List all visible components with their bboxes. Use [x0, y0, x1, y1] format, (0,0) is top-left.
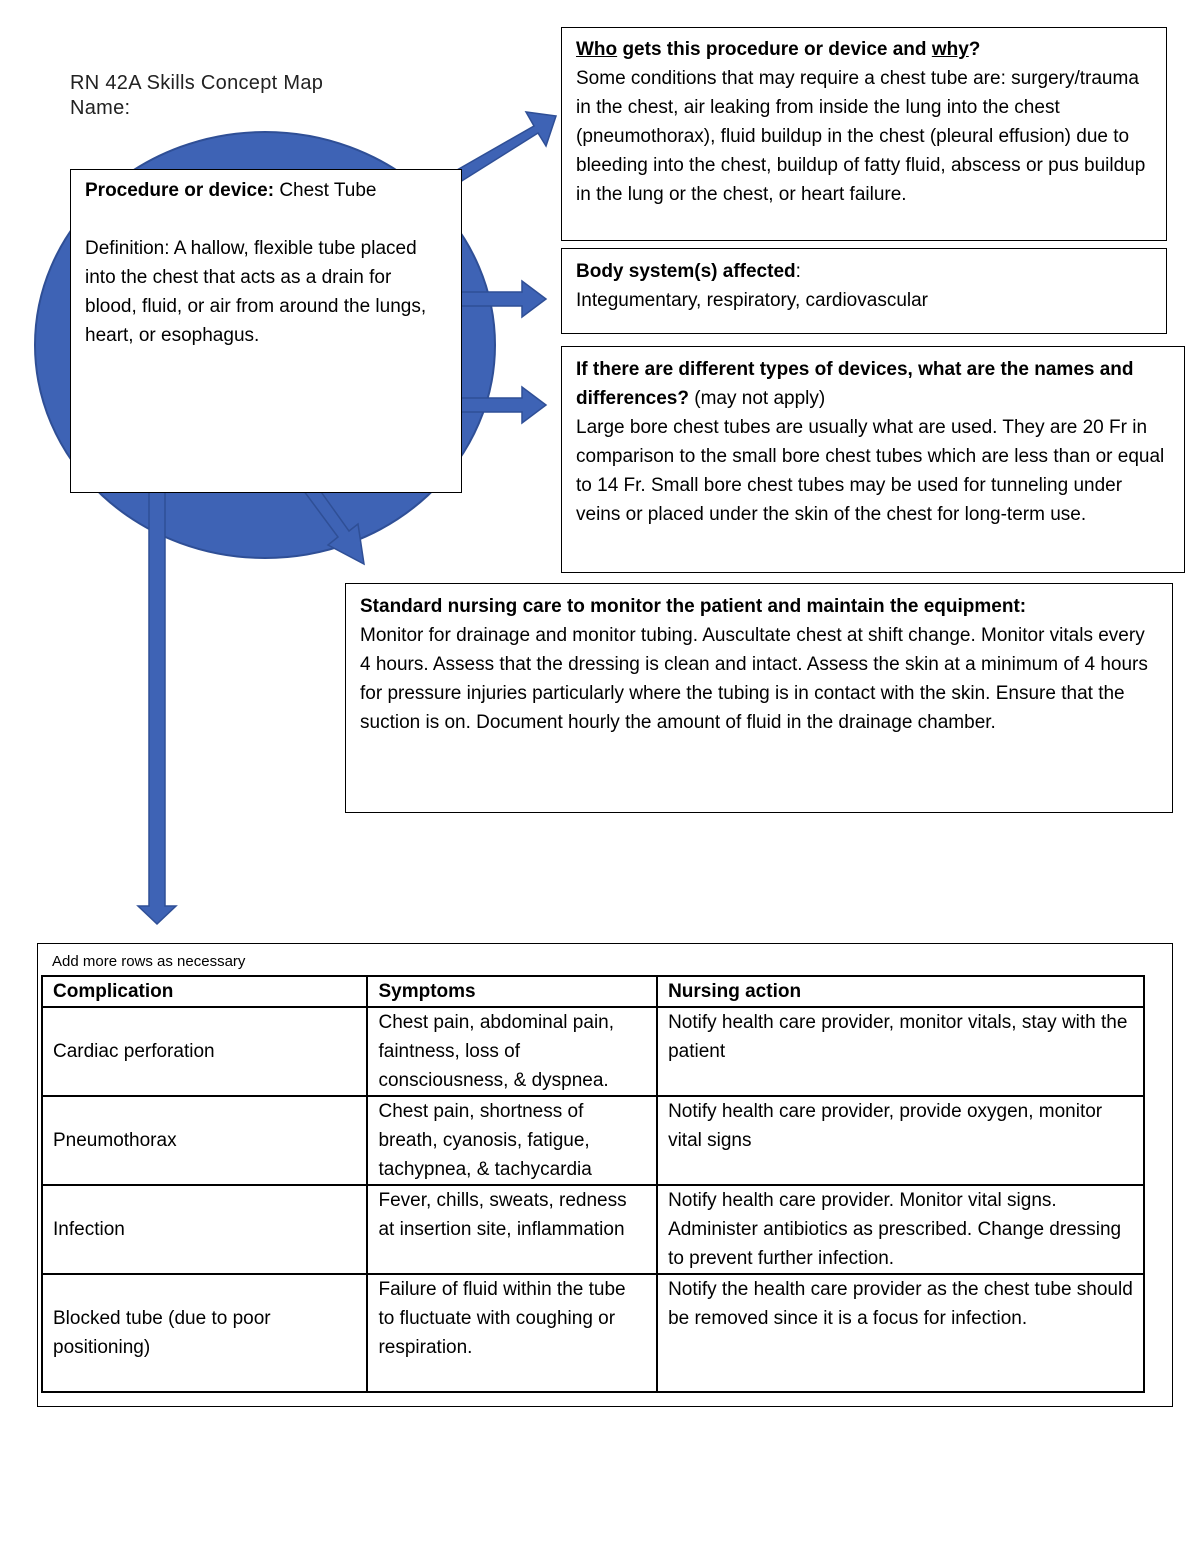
- who-heading-who: Who: [576, 39, 618, 60]
- complication-cell: Infection: [42, 1185, 367, 1274]
- table-note: Add more rows as necessary: [52, 953, 246, 970]
- who-body: Some conditions that may require a chest tube are: surgery/trauma in the chest, air leaking from inside the lung into the chest (pneumothorax), fluid buildup in the chest (pleural effusion) due to bleeding into the chest, buildup of fatty fluid, abscess or pus buildup in the lung or the chest, or heart failure.: [576, 68, 1146, 205]
- who-heading: [576, 35, 1152, 64]
- arrow-to-complications-table: [138, 477, 176, 924]
- table-row: [42, 1185, 1144, 1274]
- complication-cell: Blocked tube (due to poor positioning): [42, 1274, 367, 1392]
- nursing-care-box: [345, 583, 1173, 813]
- action-cell: Notify the health care provider as the chest tube should be removed since it is a focus for infection.: [657, 1274, 1144, 1392]
- action-cell: Notify health care provider, monitor vitals, stay with the patient: [657, 1007, 1144, 1096]
- procedure-definition: Definition: A hallow, flexible tube placed into the chest that acts as a drain for blood, fluid, or air from around the lungs, heart, or esophagus.: [85, 238, 427, 346]
- header-nursing-action: Nursing action: [657, 976, 1144, 1007]
- procedure-label: Procedure or device:: [85, 180, 275, 201]
- symptoms-cell: Failure of fluid within the tube to fluctuate with coughing or respiration.: [367, 1274, 657, 1392]
- complication-cell: Pneumothorax: [42, 1096, 367, 1185]
- complications-table: [41, 975, 1145, 1393]
- types-body: Large bore chest tubes are usually what are used. They are 20 Fr in comparison to the small bore chest tubes which are less than or equal to 14 Fr. Small bore chest tubes may be used for tunneling under veins or placed under the skin of the chest for long-term use.: [576, 417, 1165, 525]
- header-complication: Complication: [42, 976, 367, 1007]
- table-row: [42, 1096, 1144, 1185]
- who-box: [561, 27, 1167, 241]
- action-cell: Notify health care provider, provide oxygen, monitor vital signs: [657, 1096, 1144, 1185]
- symptoms-cell: Fever, chills, sweats, redness at insertion site, inflammation: [367, 1185, 657, 1274]
- procedure-value: Chest Tube: [279, 180, 377, 201]
- header-symptoms: Symptoms: [367, 976, 657, 1007]
- symptoms-cell: Chest pain, shortness of breath, cyanosis, fatigue, tachypnea, & tachycardia: [367, 1096, 657, 1185]
- nursing-care-body: Monitor for drainage and monitor tubing. Auscultate chest at shift change. Monitor vitals every 4 hours. Assess that the dressing is clean and intact. Assess the skin at a minimum of 4 hours for pressure injuries particularly where the tubing is in contact with the skin. Ensure that the suction is on. Document hourly the amount of fluid in the drainage chamber.: [360, 625, 1148, 733]
- name-label: Name:: [70, 97, 131, 119]
- table-row: [42, 1274, 1144, 1392]
- procedure-line: [85, 176, 447, 205]
- nursing-care-heading: Standard nursing care to monitor the patient and maintain the equipment:: [360, 596, 1027, 617]
- complication-cell: Cardiac perforation: [42, 1007, 367, 1096]
- procedure-box: [70, 169, 462, 493]
- table-header-row: [42, 976, 1144, 1007]
- who-heading-why: why: [931, 39, 969, 60]
- action-cell: Notify health care provider. Monitor vital signs. Administer antibiotics as prescribed. Change dressing to prevent further infection.: [657, 1185, 1144, 1274]
- body-systems-body: Integumentary, respiratory, cardiovascular: [576, 290, 929, 311]
- types-box: [561, 346, 1185, 573]
- body-systems-heading: Body system(s) affected:: [576, 261, 801, 282]
- body-systems-box: [561, 248, 1167, 334]
- table-row: [42, 1007, 1144, 1096]
- who-heading-mid: gets this procedure or device and: [622, 39, 927, 60]
- page-title: RN 42A Skills Concept Map: [70, 72, 324, 94]
- symptoms-cell: Chest pain, abdominal pain, faintness, loss of consciousness, & dyspnea.: [367, 1007, 657, 1096]
- who-heading-end: ?: [968, 39, 981, 60]
- types-heading: If there are different types of devices, what are the names and differences? (may not apply): [576, 359, 1134, 409]
- types-note: (may not apply): [694, 388, 826, 409]
